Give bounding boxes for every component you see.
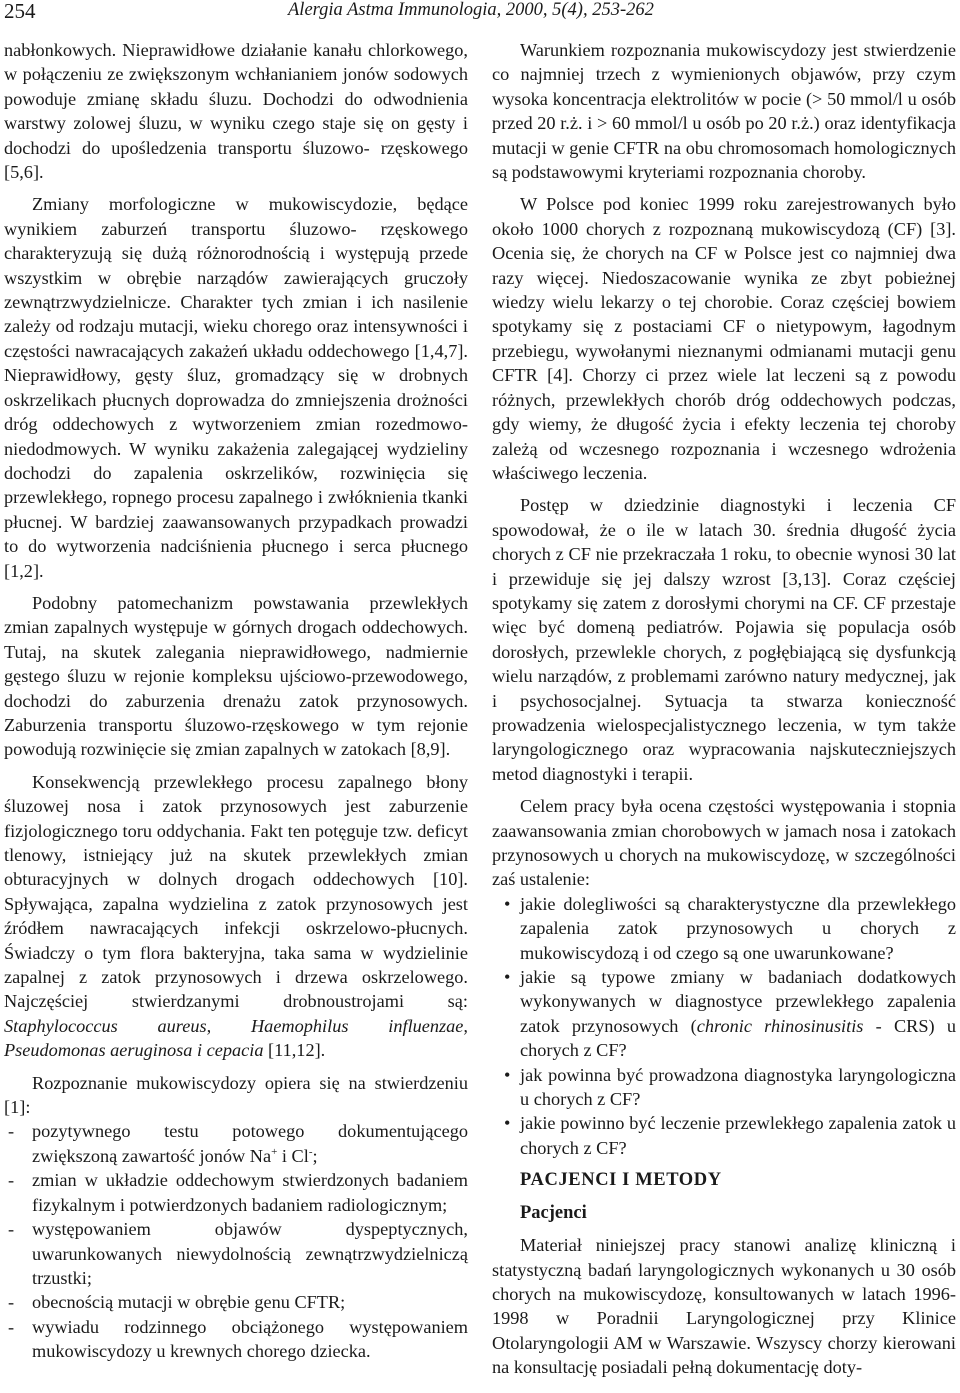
left-column: [4, 38, 468, 1364]
list-item: - zmian w układzie oddechowym stwierdzonych badaniem fizykalnym i potwierdzonych badaniem radiologicznym;: [4, 1168, 468, 1217]
paragraph: W Polsce pod koniec 1999 roku zarejestrowanych było około 1000 chorych z rozpoznaną mukowiscydozą (CF) [3]. Ocenia się, że chorych na CF w Polsce jest co najmniej dwa razy więcej. Niedoszacowanie wynika ze zbyt pobieżnej wiedzy wielu lekarzy o tej chorobie. Coraz częściej bowiem spotykamy się z postaciami CF o nietypowym, łagodnym przebiegu, wywołanymi nieznanymi odmianami mutacji genu CFTR [4]. Chorzy ci przez wiele lat leczeni są z powodu różnych, przewlekłych chorób dróg oddechowych podczas, gdy wiemy, że długość życia i efekty leczenia tej choroby zależą od wczesnego rozpoznania i wczesnego wdrożenia właściwego leczenia.: [492, 194, 956, 483]
paragraph: Rozpoznanie mukowiscydozy opiera się na stwierdzeniu [1]:: [4, 1072, 468, 1118]
list-item: - obecnością mutacji w obrębie genu CFTR;: [4, 1290, 468, 1314]
list-item: • jakie powinno być leczenie przewlekłego zapalenia zatok u chorych z CF?: [492, 1111, 956, 1160]
italic-term: chronic rhinosinusitis: [696, 1015, 864, 1036]
page-header: [0, 0, 960, 28]
list-item-text: i Cl: [277, 1145, 309, 1166]
paragraph: Postęp w dziedzinie diagnostyki i leczenia CF spowodował, że o ile w latach 30. średnia długość życia chorych z CF nie przekraczała 1 roku, to obecnie wynosi 30 lat i przewiduje się jej dalszy wzrost [3,13]. Coraz częściej spotykamy się zatem z dorosłymi chorymi na CF. CF przestaje więc być domeną pediatrów. Pojawia się populacja osób dorosłych, przewlekle chorych, z pogłębiającą się dysfunkcją wielu narządów, z problemami zarówno natury medycznej, jak i psychosocjalnej. Sytuacja ta stwarza konieczność prowadzenia wielospecjalistycznego leczenia, w tym także laryngologicznego oraz wypracowania najskuteczniejszych metod diagnostyki i terapii.: [492, 495, 956, 784]
list-item: [492, 965, 956, 1063]
bacteria-names: Staphylococcus aureus, Haemophilus influenzae, Pseudomonas aeruginosa i cepacia: [4, 1015, 468, 1061]
list-item-text: pozytywnego testu potowego dokumentującego zwiększoną zawartość jonów Na: [32, 1121, 468, 1166]
paragraph-text: Konsekwencją przewlekłego procesu zapalnego błony śluzowej nosa i zatok przynosowych jest zaburzenie fizjologicznego toru oddychania. Fakt ten potęguje tzw. deficyt tlenowy, istniejący już na skutek przewlekłych zmian obturacyjnych w dolnych drogach oddechowych [10]. Spływająca, zapalna wydzielina z zatok przynosowych jest źródłem nawracających infekcji oskrzelowo-płucnych. Świadczy o tym flora bakteryjna, taka sama w wydzielinie zapalnej z zatok przynosowych i drzewa oskrzelowego. Najczęściej stwierdzanymi drobnoustrojami są:: [4, 771, 468, 1012]
paragraph: Podobny patomechanizm powstawania przewlekłych zmian zapalnych występuje w górnych drogach oddechowych. Tutaj, na skutek zalegania nieprawidłowego, nadmiernie gęstego śluzu w rejonie kompleksu ujściowo-przewodowego, dochodzi do zaburzenia drenażu zatok przynosowych. Zaburzenia transportu śluzowo-rzęskowego w tym rejonie powodują rozwinięcie się zmian zapalnych w zatokach [8,9].: [4, 592, 468, 760]
list-item: - występowaniem objawów dyspeptycznych, uwarunkowanych niewydolnością zewnątrzwydzielniczą trzustki;: [4, 1217, 468, 1290]
page-number: 254: [4, 0, 36, 23]
paragraph: Celem pracy była ocena częstości występowania i stopnia zaawansowania zmian chorobowych w jamach nosa i zatokach przynosowych u chorych na mukowiscydozę, w szczególności zaś ustalenie:: [492, 796, 956, 890]
list-item: - wywiadu rodzinnego obciążonego występowaniem mukowiscydozy u krewnych chorego dziecka.: [4, 1315, 468, 1364]
list-item-text: - CRS) u chorych z CF?: [520, 1015, 957, 1061]
list-item: • jakie dolegliwości są charakterystyczne dla przewlekłego zapalenia zatok przynosowych u chorych z mukowiscydozą i od czego są one uwarunkowane?: [492, 892, 956, 965]
superscript: -: [308, 1145, 313, 1158]
superscript: +: [271, 1145, 278, 1158]
paragraph: Zmiany morfologiczne w mukowiscydozie, będące wynikiem zaburzeń transportu śluzowo- rzęskowego charakteryzują się dużą różnorodnością i występują przede wszystkim w obrębie narządów zawierających gruczoły zewnątrzwydzielnicze. Charakter tych zmian i ich nasilenie zależy od rodzaju mutacji, wieku chorego oraz intensywności i częstości nawracających zakażeń układu oddechowego [1,4,7]. Nieprawidłowy, gęsty śluz, gromadzący się w drobnych oskrzelikach płucnych doprowadza do zmniejszenia drożności dróg oddechowych z wytworzeniem zmian rozedmowo-niedodmowych. W wyniku zakażenia zalegającej wydzieliny dochodzi do zapalenia oskrzelików, rozwinięcia się przewlekłego, ropnego procesu zapalnego i zwłóknienia tkanki płucnej. W bardziej zaawansowanych przypadkach prowadzi to do wytworzenia nadciśnienia płucnego i serca płucnego [1,2].: [4, 194, 468, 581]
list-item-text: ;: [312, 1145, 318, 1166]
list-item: [4, 1119, 468, 1168]
section-heading: PACJENCI I METODY: [520, 1170, 722, 1191]
paragraph: [4, 770, 468, 1063]
paragraph: Materiał niniejszej pracy stanowi analizę kliniczną i statystyczną badań laryngologicznych wykonanych u 30 osób chorych na mukowiscydozę, konsultowanych w latach 1996-1998 w Poradnii Laryngologicznej przy Klinice Otolaryngologii AM w Warszawie. Wszyscy chorzy kierowani na konsultację posiadali pełną dokumentację doty-: [492, 1235, 956, 1378]
citation: [11,12].: [263, 1040, 326, 1061]
paragraph: Warunkiem rozpoznania mukowiscydozy jest stwierdzenie co najmniej trzech z wymienionych objawów, przy czym wysoka koncentracja elektrolitów w pocie (> 50 mmol/l u osób przed 20 r.ż. i > 60 mmol/l u osób po 20 r.ż.) oraz identyfikacja mutacji w genie CFTR na obu chromosomach homologicznych są podstawowymi kryteriami rozpoznania choroby.: [492, 40, 956, 183]
list-item-text: jakie są typowe zmiany w badaniach dodatkowych wykonywanych w diagnostyce przewlekłego zapalenia zatok przynosowych (: [520, 967, 956, 1036]
aims-list: [492, 892, 956, 1160]
paragraph: nabłonkowych. Nieprawidłowe działanie kanału chlorkowego, w połączeniu ze zwiększonym wchłanianiem jonów sodowych powoduje zmianę składu śluzu. Dochodzi do odwodnienia warstwy zolowej śluzu, w wyniku czego staje się on gęsty i dochodzi do upośledzenia transportu śluzowo- rzęskowego [5,6].: [4, 40, 468, 183]
running-head: Alergia Astma Immunologia, 2000, 5(4), 253-262: [288, 0, 654, 20]
diagnostic-criteria-list: [4, 1119, 468, 1363]
subsection-heading: Pacjenci: [520, 1202, 587, 1223]
right-column: [492, 38, 956, 1388]
list-item: • jak powinna być prowadzona diagnostyka laryngologiczna u chorych z CF?: [492, 1063, 956, 1112]
